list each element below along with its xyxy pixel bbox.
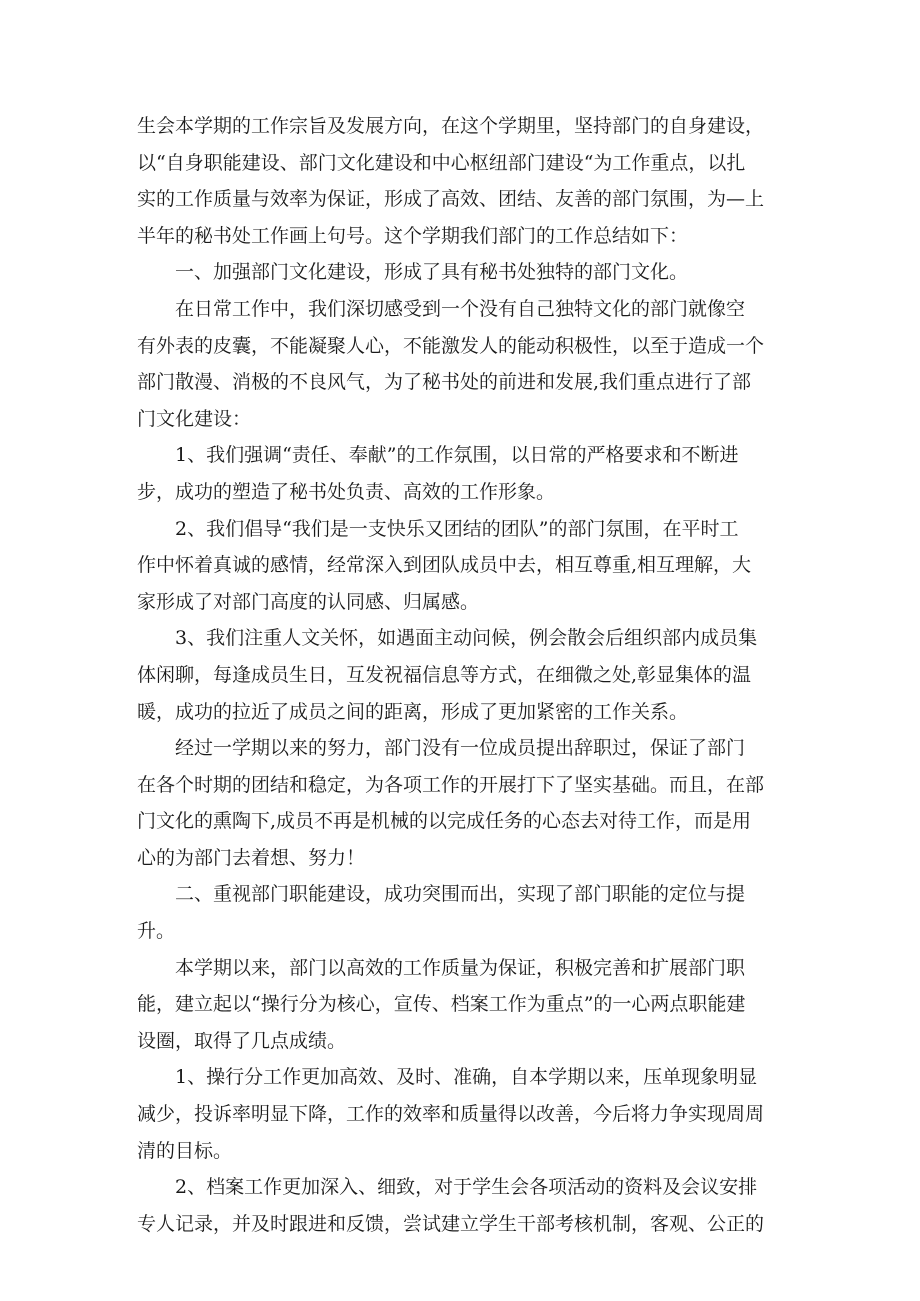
text-line: 门文化的熏陶下,成员不再是机械的以完成任务的心态去对待工作，而是用 <box>137 810 752 833</box>
text-line: 能，建立起以“操行分为核心，宣传、档案工作为重点”的一心两点职能建 <box>137 993 746 1016</box>
text-line: 清的目标。 <box>137 1139 233 1162</box>
text-line: 1、操行分工作更加高效、及时、准确，自本学期以来，压单现象明显 <box>175 1066 758 1089</box>
text-line: 步，成功的塑造了秘书处负责、高效的工作形象。 <box>137 480 556 503</box>
text-line: 经过一学期以来的努力，部门没有一位成员提出辞职过，保证了部门 <box>175 737 746 760</box>
text-line: 专人记录，并及时跟进和反馈，尝试建立学生干部考核机制，客观、公正的 <box>137 1212 765 1235</box>
text-line: 升。 <box>137 920 176 943</box>
text-line: 2、档案工作更加深入、细致，对于学生会各项活动的资料及会议安排 <box>175 1176 758 1199</box>
paragraph <box>137 620 787 730</box>
text-line: 家形成了对部门高度的认同感、归属感。 <box>137 590 480 613</box>
paragraph <box>137 108 787 254</box>
paragraph <box>137 291 787 437</box>
text-line: 二、重视部门职能建设，成功突围而出，实现了部门职能的定位与提 <box>175 883 746 906</box>
paragraph <box>137 437 787 510</box>
text-line: 门文化建设： <box>137 407 252 430</box>
text-line: 心的为部门去着想、努力！ <box>137 846 366 869</box>
text-line: 3、我们注重人文关怀，如遇面主动问候，例会散会后组织部内成员集 <box>175 627 758 650</box>
paragraph <box>137 730 787 876</box>
paragraph <box>137 876 787 949</box>
text-line: 在各个时期的团结和稳定，为各项工作的开展打下了坚实基础。而且，在部 <box>137 773 765 796</box>
paragraph <box>137 1169 787 1242</box>
paragraph <box>137 1059 787 1169</box>
document-body <box>137 108 787 1242</box>
text-line: 实的工作质量与效率为保证，形成了高效、团结、友善的部门氛围，为—上 <box>137 188 765 211</box>
text-line: 有外表的皮囊，不能凝聚人心，不能激发人的能动积极性，以至于造成一个 <box>137 334 765 357</box>
text-line: 1、我们强调“责任、奉献”的工作氛围，以日常的严格要求和不断进 <box>175 444 739 467</box>
paragraph <box>137 254 787 291</box>
text-line: 2、我们倡导“我们是一支快乐又团结的团队”的部门氛围，在平时工 <box>175 517 739 540</box>
paragraph <box>137 950 787 1060</box>
text-line: 设圈，取得了几点成绩。 <box>137 1029 347 1052</box>
text-line: 生会本学期的工作宗旨及发展方向，在这个学期里，坚持部门的自身建设， <box>137 115 765 137</box>
text-line: 一、加强部门文化建设，形成了具有秘书处独特的部门文化。 <box>175 261 689 284</box>
text-line: 暖，成功的拉近了成员之间的距离，形成了更加紧密的工作关系。 <box>137 700 689 723</box>
text-line: 部门散漫、消极的不良风气，为了秘书处的前进和发展,我们重点进行了部 <box>137 371 752 394</box>
text-line: 作中怀着真诚的感情，经常深入到团队成员中去，相互尊重,相互理解，大 <box>137 554 752 577</box>
paragraph <box>137 511 787 621</box>
text-line: 减少，投诉率明显下降，工作的效率和质量得以改善，今后将力争实现周周 <box>137 1103 765 1126</box>
text-line: 以“自身职能建设、部门文化建设和中心枢纽部门建设“为工作重点，以扎 <box>137 151 746 174</box>
text-line: 体闲聊，每逢成员生日，互发祝福信息等方式，在细微之处,彰显集体的温 <box>137 663 752 686</box>
text-line: 本学期以来，部门以高效的工作质量为保证，积极完善和扩展部门职 <box>175 956 746 979</box>
text-line: 在日常工作中，我们深切感受到一个没有自己独特文化的部门就像空 <box>175 297 746 320</box>
text-line: 半年的秘书处工作画上句号。这个学期我们部门的工作总结如下： <box>137 224 689 247</box>
